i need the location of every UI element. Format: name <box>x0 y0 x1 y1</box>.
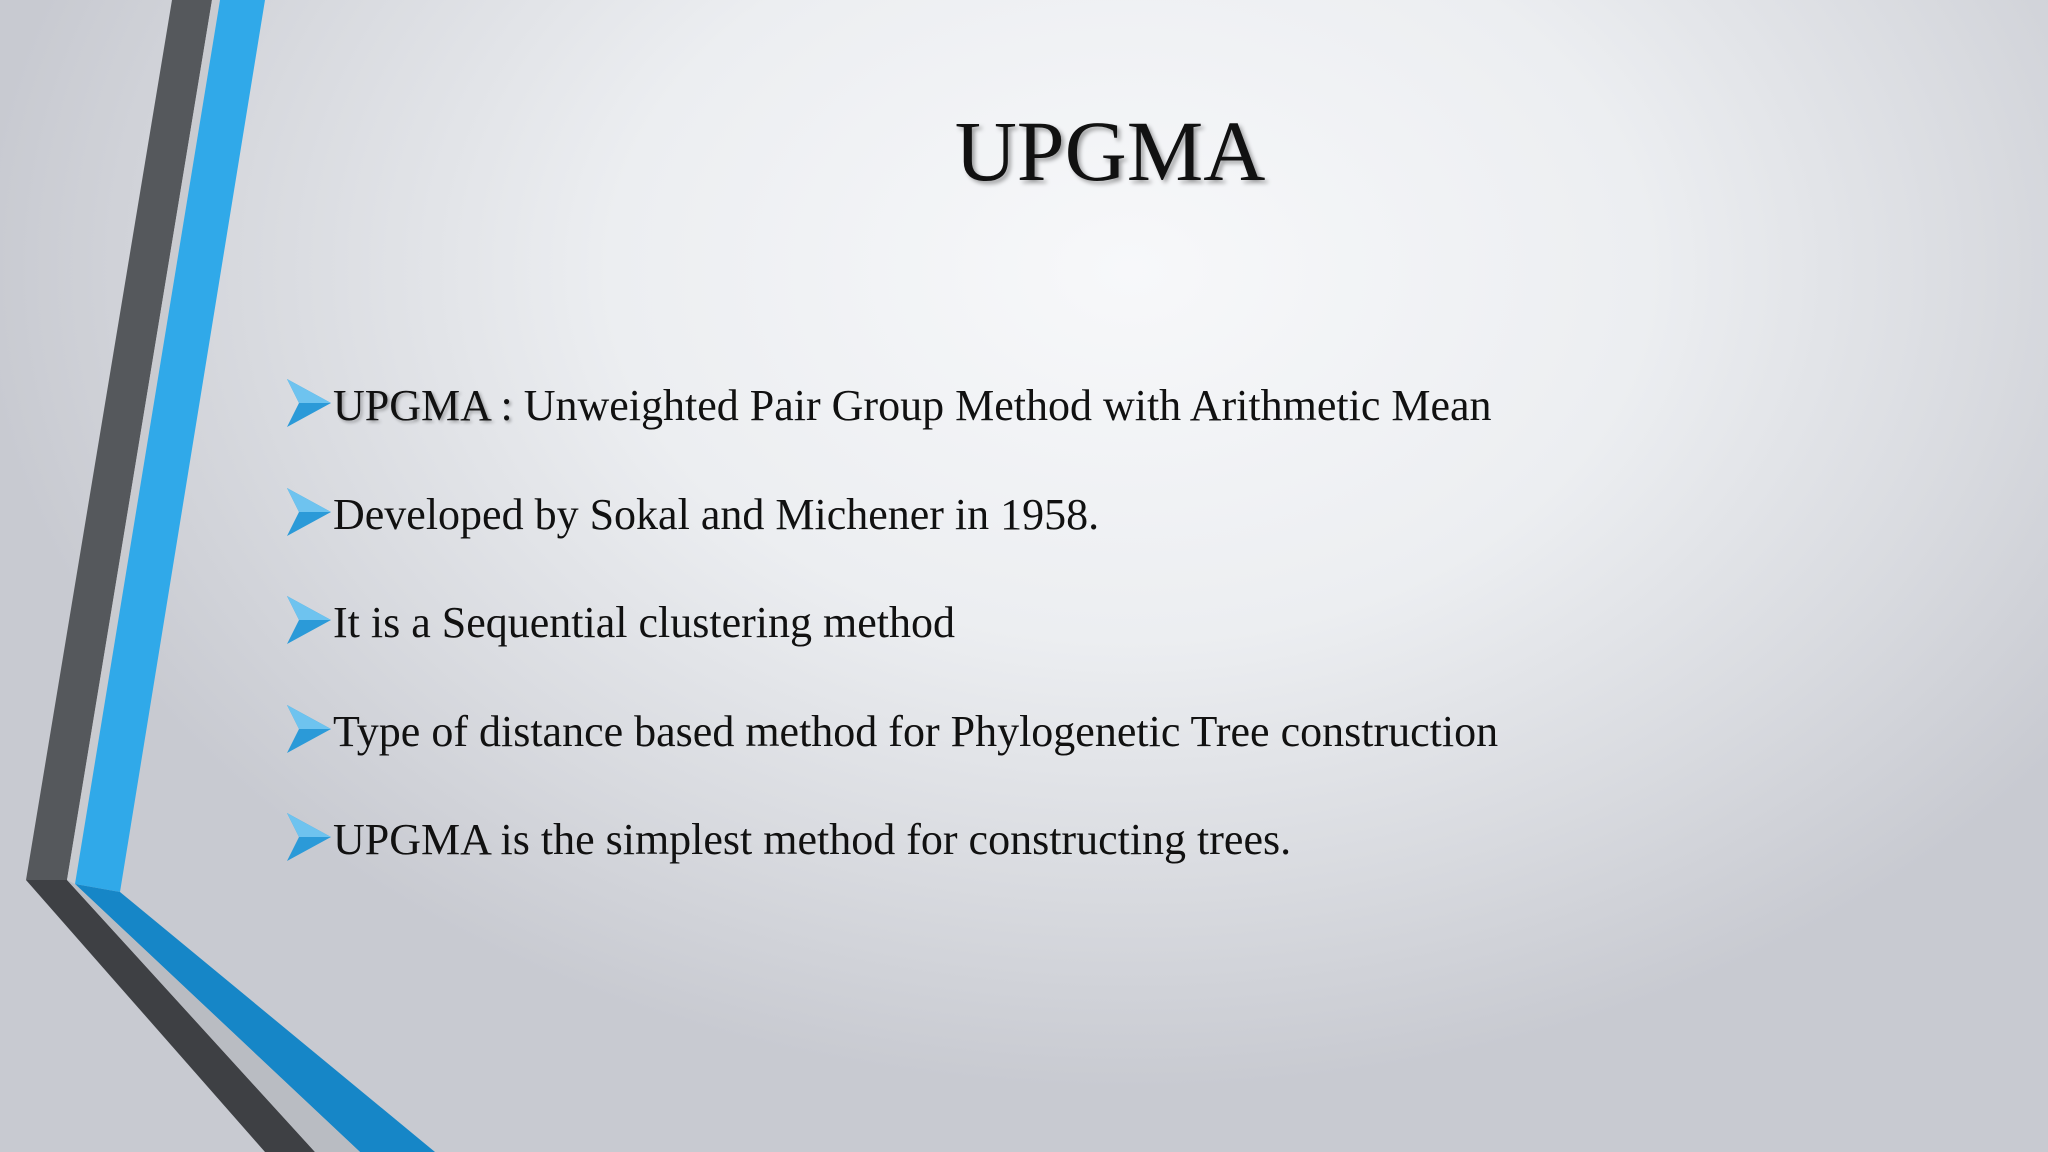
bullet-term: UPGMA : <box>333 381 513 430</box>
arrowhead-bullet-icon <box>285 811 333 863</box>
arrowhead-bullet-icon <box>285 377 333 429</box>
bullet-text: UPGMA : Unweighted Pair Group Method with Arithmetic Mean <box>333 381 1492 430</box>
bullet-text: Developed by Sokal and Michener in 1958. <box>333 489 1100 539</box>
arrowhead-bullet-icon <box>285 486 333 538</box>
lower-separator <box>67 880 360 1152</box>
arrowhead-bullet-icon <box>285 594 333 646</box>
arrowhead-bullet-icon <box>285 703 333 755</box>
light-separator <box>67 0 220 884</box>
bullet-item <box>285 592 1685 701</box>
bullet-text: It is a Sequential clustering method <box>333 598 955 647</box>
slide-title: UPGMA <box>954 103 1266 199</box>
bullet-item <box>285 809 1685 918</box>
bullet-text: Type of distance based method for Phylogenetic Tree construction <box>333 706 1499 756</box>
bullet-item <box>285 484 1685 593</box>
bullet-item <box>285 375 1685 484</box>
bullet-item <box>285 701 1685 810</box>
gray-stripe-lower <box>26 880 315 1152</box>
bullet-text: UPGMA is the simplest method for constructing trees. <box>333 815 1292 864</box>
bullet-list <box>285 375 1685 918</box>
